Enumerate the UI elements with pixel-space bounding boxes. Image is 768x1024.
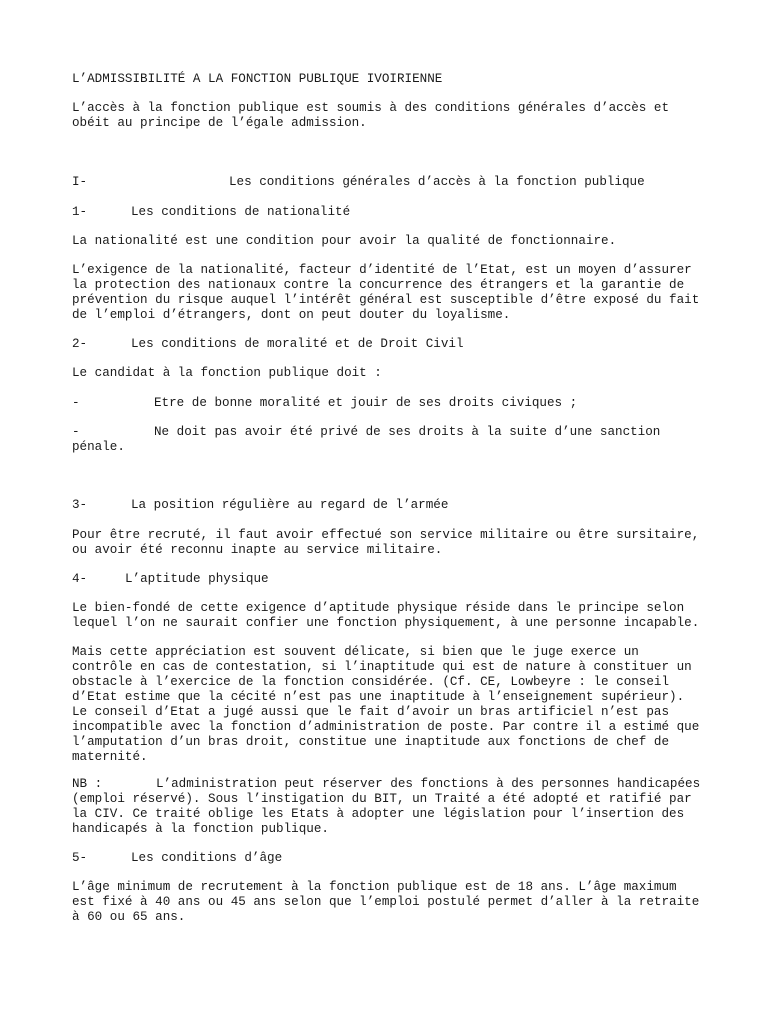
paragraph-line: maternité.	[72, 750, 148, 764]
paragraph-line: obstacle à l’exercice de la fonction considérée. (Cf. CE, Lowbeyre : le conseil	[72, 675, 670, 689]
paragraph-line: (emploi réservé). Sous l’instigation du BIT, un Traité a été adopté et ratifié par	[72, 792, 692, 806]
heading-number: 4-	[72, 572, 88, 586]
bullet-continuation: pénale.	[72, 440, 125, 454]
paragraph-line: la CIV. Ce traité oblige les Etats à adopter une législation pour l’insertion des	[72, 807, 685, 821]
heading-number: 3-	[72, 498, 88, 512]
bullet-dash: -	[72, 425, 80, 439]
paragraph-line: est fixé à 40 ans ou 45 ans selon que l’emploi postulé permet d’aller à la retraite	[72, 895, 700, 909]
intro-line: obéit au principe de l’égale admission.	[72, 116, 367, 130]
paragraph-line: incompatible avec la fonction d’administration de poste. Par contre il a estimé que	[72, 720, 700, 734]
paragraph-line: Pour être recruté, il faut avoir effectué son service militaire ou être sursitaire,	[72, 528, 700, 542]
heading-number: 5-	[72, 851, 88, 865]
heading-title: L’aptitude physique	[125, 572, 269, 586]
paragraph-line: prévention du risque auquel l’intérêt général est susceptible d’être exposé du fait	[72, 293, 700, 307]
paragraph-line: Le candidat à la fonction publique doit :	[72, 366, 382, 380]
paragraph-line: la protection des nationaux contre la concurrence des étrangers et la garantie de	[72, 278, 685, 292]
paragraph-line: l’amputation d’un bras droit, constitue une inaptitude aux fonctions de chef de	[72, 735, 670, 749]
paragraph-line: L’exigence de la nationalité, facteur d’identité de l’Etat, est un moyen d’assurer	[72, 263, 692, 277]
bullet-text: Etre de bonne moralité et jouir de ses droits civiques ;	[154, 396, 578, 410]
nb-label: NB :	[72, 777, 103, 791]
paragraph-line: lequel l’on ne saurait confier une fonction physiquement, à une personne incapable.	[72, 616, 700, 630]
paragraph-line: La nationalité est une condition pour avoir la qualité de fonctionnaire.	[72, 234, 617, 248]
paragraph-line: handicapés à la fonction publique.	[72, 822, 329, 836]
paragraph-line: L’âge minimum de recrutement à la fonction publique est de 18 ans. L’âge maximum	[72, 880, 677, 894]
bullet-text: Ne doit pas avoir été privé de ses droits à la suite d’une sanction	[154, 425, 661, 439]
heading-title: Les conditions d’âge	[131, 851, 283, 865]
heading-title: Les conditions de nationalité	[131, 205, 351, 219]
heading-title: Les conditions de moralité et de Droit Civil	[131, 337, 464, 351]
nb-first-line: L’administration peut réserver des fonctions à des personnes handicapées	[156, 777, 701, 791]
section-title: Les conditions générales d’accès à la fonction publique	[229, 175, 645, 189]
section-number: I-	[72, 175, 88, 189]
heading-number: 2-	[72, 337, 88, 351]
heading-title: La position régulière au regard de l’armée	[131, 498, 449, 512]
intro-line: L’accès à la fonction publique est soumis à des conditions générales d’accès et	[72, 101, 670, 115]
paragraph-line: d’Etat estime que la cécité n’est pas une inaptitude à l’enseignement supérieur).	[72, 690, 685, 704]
document-title: L’ADMISSIBILITÉ A LA FONCTION PUBLIQUE IVOIRIENNE	[72, 72, 443, 86]
heading-number: 1-	[72, 205, 88, 219]
paragraph-line: Le bien-fondé de cette exigence d’aptitude physique réside dans le principe selon	[72, 601, 685, 615]
paragraph-line: de l’emploi d’étrangers, dont on peut douter du loyalisme.	[72, 308, 511, 322]
bullet-dash: -	[72, 396, 80, 410]
paragraph-line: Le conseil d’Etat a jugé aussi que le fait d’avoir un bras artificiel n’est pas	[72, 705, 670, 719]
paragraph-line: Mais cette appréciation est souvent délicate, si bien que le juge exerce un	[72, 645, 639, 659]
paragraph-line: ou avoir été reconnu inapte au service militaire.	[72, 543, 443, 557]
paragraph-line: contrôle en cas de contestation, si l’inaptitude qui est de nature à constituer un	[72, 660, 692, 674]
paragraph-line: à 60 ou 65 ans.	[72, 910, 186, 924]
